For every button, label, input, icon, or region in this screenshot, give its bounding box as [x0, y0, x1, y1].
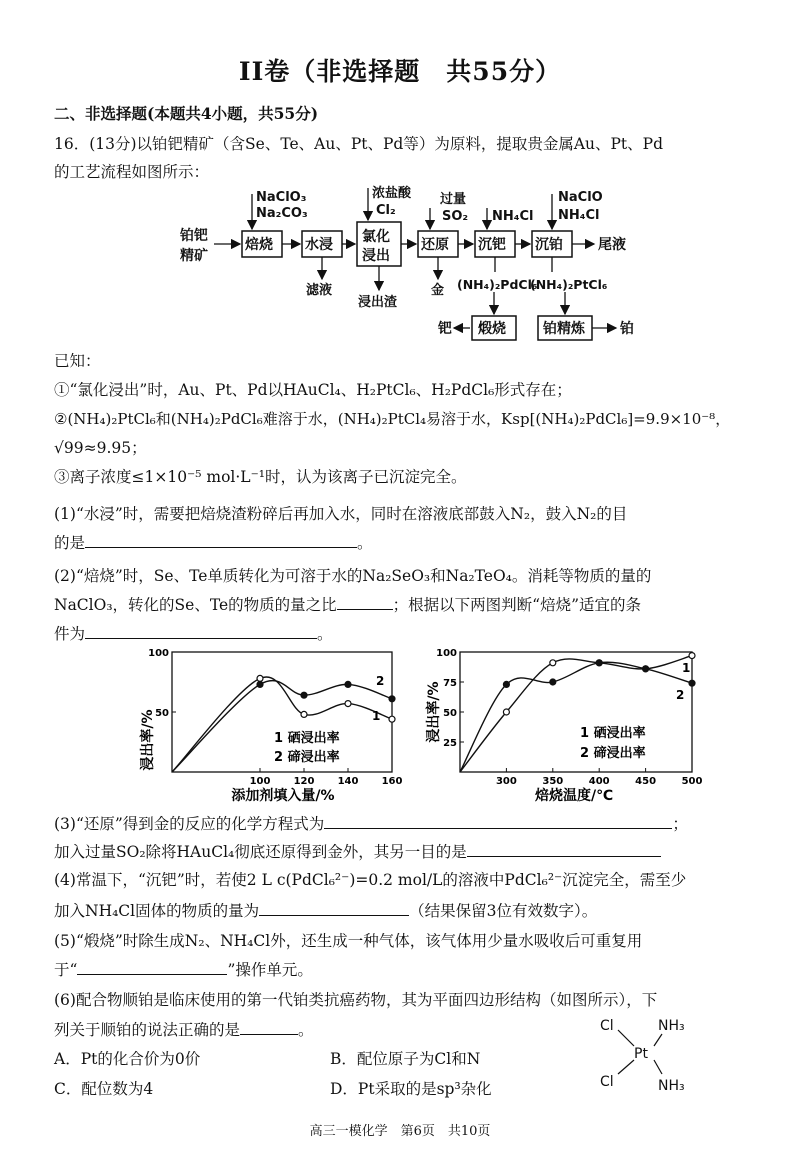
section-heading: 二、非选择题(本题共4小题，共55分) — [54, 104, 319, 123]
chart2-ylabel: 浸出率/% — [426, 681, 442, 743]
q6-text-a: (6)配合物顺铂是临床使用的第一代铂类抗癌药物，其为平面四边形结构（如图所示），下 — [54, 991, 658, 1009]
q5-text-a: (5)“煅烧”时除生成N₂、NH₄Cl外，还生成一种气体，该气体用少量水吸收后可重复用 — [54, 932, 643, 950]
chart2-xtick-label: 300 — [495, 776, 517, 787]
chart1-xtick-label: 120 — [293, 776, 315, 787]
q6-text-b: 列关于顺铂的说法正确的是 — [54, 1021, 241, 1039]
chart2-ytick-label: 50 — [443, 708, 457, 719]
chart1-legend-2: 2 碲浸出率 — [274, 750, 340, 765]
chart1-series-1-point — [345, 701, 351, 707]
flow-refine-out: 铂 — [620, 321, 634, 337]
flow-pd: 沉钯 — [478, 237, 506, 253]
chart1-series-1-point — [389, 716, 395, 722]
q4-text-a: (4)常温下，“沉钯”时，若使2 L c(PdCl₆²⁻)=0.2 mol/L的溶液中PdCl₆²⁻沉淀完全，需至少 — [54, 871, 687, 889]
flow-raw-2: 精矿 — [180, 248, 208, 264]
chart1-series-2-point — [301, 692, 307, 698]
chart1-series-2-point — [257, 681, 263, 687]
chart-roast-temperature — [424, 648, 706, 806]
q2-line-b — [54, 593, 641, 616]
option-d[interactable]: D．Pt采取的是sp³杂化 — [330, 1080, 492, 1098]
chart1-series-1-point — [301, 711, 307, 717]
chart2-series-1-point — [503, 709, 509, 715]
q1-text-c: 。 — [357, 534, 373, 552]
q6-answer-blank[interactable] — [240, 1018, 298, 1035]
q3-text-c: 加入过量SO₂除将HAuCl₄彻底还原得到金外，其另一目的是 — [54, 843, 467, 861]
flow-pt: 沉铂 — [535, 237, 563, 253]
q4-text-c: （结果保留3位有效数字）。 — [409, 902, 598, 920]
chart2-legend-1: 1 硒浸出率 — [580, 726, 646, 741]
q3-equation-blank[interactable] — [324, 812, 672, 829]
chart2-xtick-label: 350 — [542, 776, 564, 787]
q2-text-a: (2)“焙烧”时，Se、Te单质转化为可溶于水的Na₂SeO₃和Na₂TeO₄。消耗等物质的量的 — [54, 567, 652, 585]
chart2-curve-label-2: 2 — [676, 688, 685, 702]
chart2-ytick-label: 100 — [436, 648, 457, 659]
flow-calcine-out: 钯 — [438, 321, 452, 337]
flow-chlor-reagent-1: 浓盐酸 — [372, 186, 412, 201]
chart2-ytick-label: 75 — [443, 678, 457, 689]
q2-ratio-blank[interactable] — [337, 593, 393, 610]
q1-answer-blank[interactable] — [85, 531, 357, 548]
chart1-xtick-label: 160 — [381, 776, 403, 787]
known-2b: √99≈9.95； — [54, 439, 147, 457]
chart1-series-2-point — [389, 696, 395, 702]
q5-text-b: 于“ — [54, 961, 78, 979]
chart1-series-2-point — [345, 681, 351, 687]
flow-reduce-reagent-1: 过量 — [440, 192, 467, 207]
process-flow-diagram — [170, 184, 650, 346]
q2-text-c: ；根据以下两图判断“焙烧”适宜的条 — [392, 596, 642, 614]
q3-purpose-blank[interactable] — [467, 840, 661, 857]
chart2-series-2-point — [596, 660, 602, 666]
flow-leach-out: 滤液 — [306, 283, 333, 298]
q4-line-b — [54, 899, 597, 922]
q3-line-a — [54, 812, 688, 835]
chart2-curve-label-1: 1 — [682, 661, 691, 675]
chart2-legend-2: 2 碲浸出率 — [580, 746, 646, 761]
chart1-ylabel: 浸出率/% — [140, 709, 156, 771]
flow-chlor-reagent-2: Cl₂ — [376, 203, 396, 218]
page-title: II卷（非选择题 共55分） — [238, 57, 562, 86]
q16-intro-1: 16．(13分)以铂钯精矿（含Se、Te、Au、Pt、Pd等）为原料，提取贵金属Au、Pt、Pd — [54, 135, 664, 153]
option-c[interactable]: C．配位数为4 — [54, 1080, 154, 1098]
chart2-xtick-label: 400 — [588, 776, 610, 787]
flow-leach: 水浸 — [305, 237, 333, 253]
flow-refine: 铂精炼 — [543, 321, 585, 337]
chart2-frame — [460, 652, 692, 772]
q4-amount-blank[interactable] — [259, 899, 409, 916]
chart1-ytick-label: 50 — [155, 708, 169, 719]
q6-line-b — [54, 1018, 314, 1041]
chart2-series-2-point — [503, 681, 509, 687]
known-2: ②(NH₄)₂PtCl₆和(NH₄)₂PdCl₆难溶于水，(NH₄)₂PtCl₄易溶于水，Ksp[(NH₄)₂PdCl₆]=9.9×10⁻⁸， — [54, 410, 731, 428]
q3-text-b: ； — [672, 815, 688, 833]
flow-pd-reagent: NH₄Cl — [492, 209, 534, 224]
flow-tail: 尾液 — [598, 237, 626, 253]
flow-calcine: 煅烧 — [478, 321, 506, 337]
chart1-xtick-label: 140 — [337, 776, 359, 787]
q4-text-b: 加入NH₄Cl固体的物质的量为 — [54, 902, 260, 920]
known-1: ①“氯化浸出”时，Au、Pt、Pd以HAuCl₄、H₂PtCl₆、H₂PdCl₆形式存在； — [54, 381, 572, 399]
chart2-series-1-point — [689, 653, 695, 659]
chart2-xtick-label: 500 — [681, 776, 703, 787]
mol-cl-top: Cl — [600, 1018, 614, 1034]
chart2-series-1-line — [460, 656, 692, 772]
flow-pt-out: (NH₄)₂PtCl₆ — [530, 277, 608, 292]
mol-nh3-top: NH₃ — [658, 1018, 685, 1034]
chart2-series-1-point — [550, 660, 556, 666]
chart-additive-amount — [138, 648, 420, 806]
chart2-series-2-point — [550, 679, 556, 685]
mol-pt: Pt — [634, 1046, 648, 1062]
chart1-curve-label-2: 2 — [376, 674, 385, 688]
chart2-xtick-label: 450 — [635, 776, 657, 787]
chart1-ytick-label: 100 — [148, 648, 169, 659]
flow-pt-reagent-2: NH₄Cl — [558, 208, 600, 223]
q5-line-b — [54, 958, 313, 981]
chart2-xlabel: 焙烧温度/℃ — [534, 788, 614, 804]
flow-chlor-2: 浸出 — [362, 248, 390, 264]
chart2-series-2-line — [460, 662, 692, 772]
flow-pd-out: (NH₄)₂PdCl₆ — [457, 277, 538, 292]
chart1-legend-1: 1 硒浸出率 — [274, 731, 340, 746]
q2-condition-blank[interactable] — [85, 622, 317, 639]
q1-text-a: (1)“水浸”时，需要把焙烧渣粉碎后再加入水，同时在溶液底部鼓入N₂，鼓入N₂的目 — [54, 505, 628, 523]
known-3: ③离子浓度≤1×10⁻⁵ mol·L⁻¹时，认为该离子已沉淀完全。 — [54, 468, 467, 486]
flow-pt-reagent-1: NaClO — [558, 190, 603, 205]
flow-reduce: 还原 — [421, 237, 449, 253]
q3-text-a: (3)“还原”得到金的反应的化学方程式为 — [54, 815, 325, 833]
q2-text-e: 。 — [317, 625, 333, 643]
flow-roast-reagent-1: NaClO₃ — [256, 190, 307, 205]
flow-reduce-out: 金 — [431, 283, 445, 298]
chart2-series-2-point — [689, 680, 695, 686]
flow-roast-reagent-2: Na₂CO₃ — [256, 206, 308, 221]
q1-line-b — [54, 531, 373, 554]
q5-unit-blank[interactable] — [77, 958, 227, 975]
flow-chlor-out: 浸出渣 — [358, 295, 398, 310]
q3-line-c — [54, 840, 661, 863]
chart2-ytick-label: 25 — [443, 738, 457, 749]
chart1-xlabel: 添加剂填入量/% — [231, 788, 335, 804]
chart1-curve-label-1: 1 — [372, 709, 381, 723]
q2-line-d — [54, 622, 333, 645]
flow-raw-1: 铂钯 — [180, 228, 208, 244]
chart1-xtick-label: 100 — [249, 776, 271, 787]
flow-reduce-reagent-2: SO₂ — [442, 209, 469, 224]
q5-text-c: ”操作单元。 — [227, 961, 313, 979]
page-footer: 高三一模化学 第6页 共10页 — [309, 1124, 491, 1139]
mol-cl-bottom: Cl — [600, 1074, 614, 1090]
mol-nh3-bottom: NH₃ — [658, 1078, 685, 1094]
option-b[interactable]: B．配位原子为Cl和N — [330, 1050, 481, 1068]
q1-text-b: 的是 — [54, 534, 86, 552]
flow-chlor-1: 氯化 — [362, 229, 390, 245]
q16-intro-2: 的工艺流程如图所示： — [54, 163, 210, 181]
flow-roast: 焙烧 — [245, 237, 273, 253]
chart1-series-1-point — [257, 675, 263, 681]
q2-text-b: NaClO₃，转化的Se、Te的物质的量之比 — [54, 596, 337, 614]
chart2-series-2-point — [643, 666, 649, 672]
option-a[interactable]: A．Pt的化合价为0价 — [54, 1050, 201, 1068]
known-label: 已知： — [54, 352, 101, 370]
q6-text-c: 。 — [298, 1021, 314, 1039]
q2-text-d: 件为 — [54, 625, 86, 643]
cisplatin-structure — [596, 1012, 706, 1098]
